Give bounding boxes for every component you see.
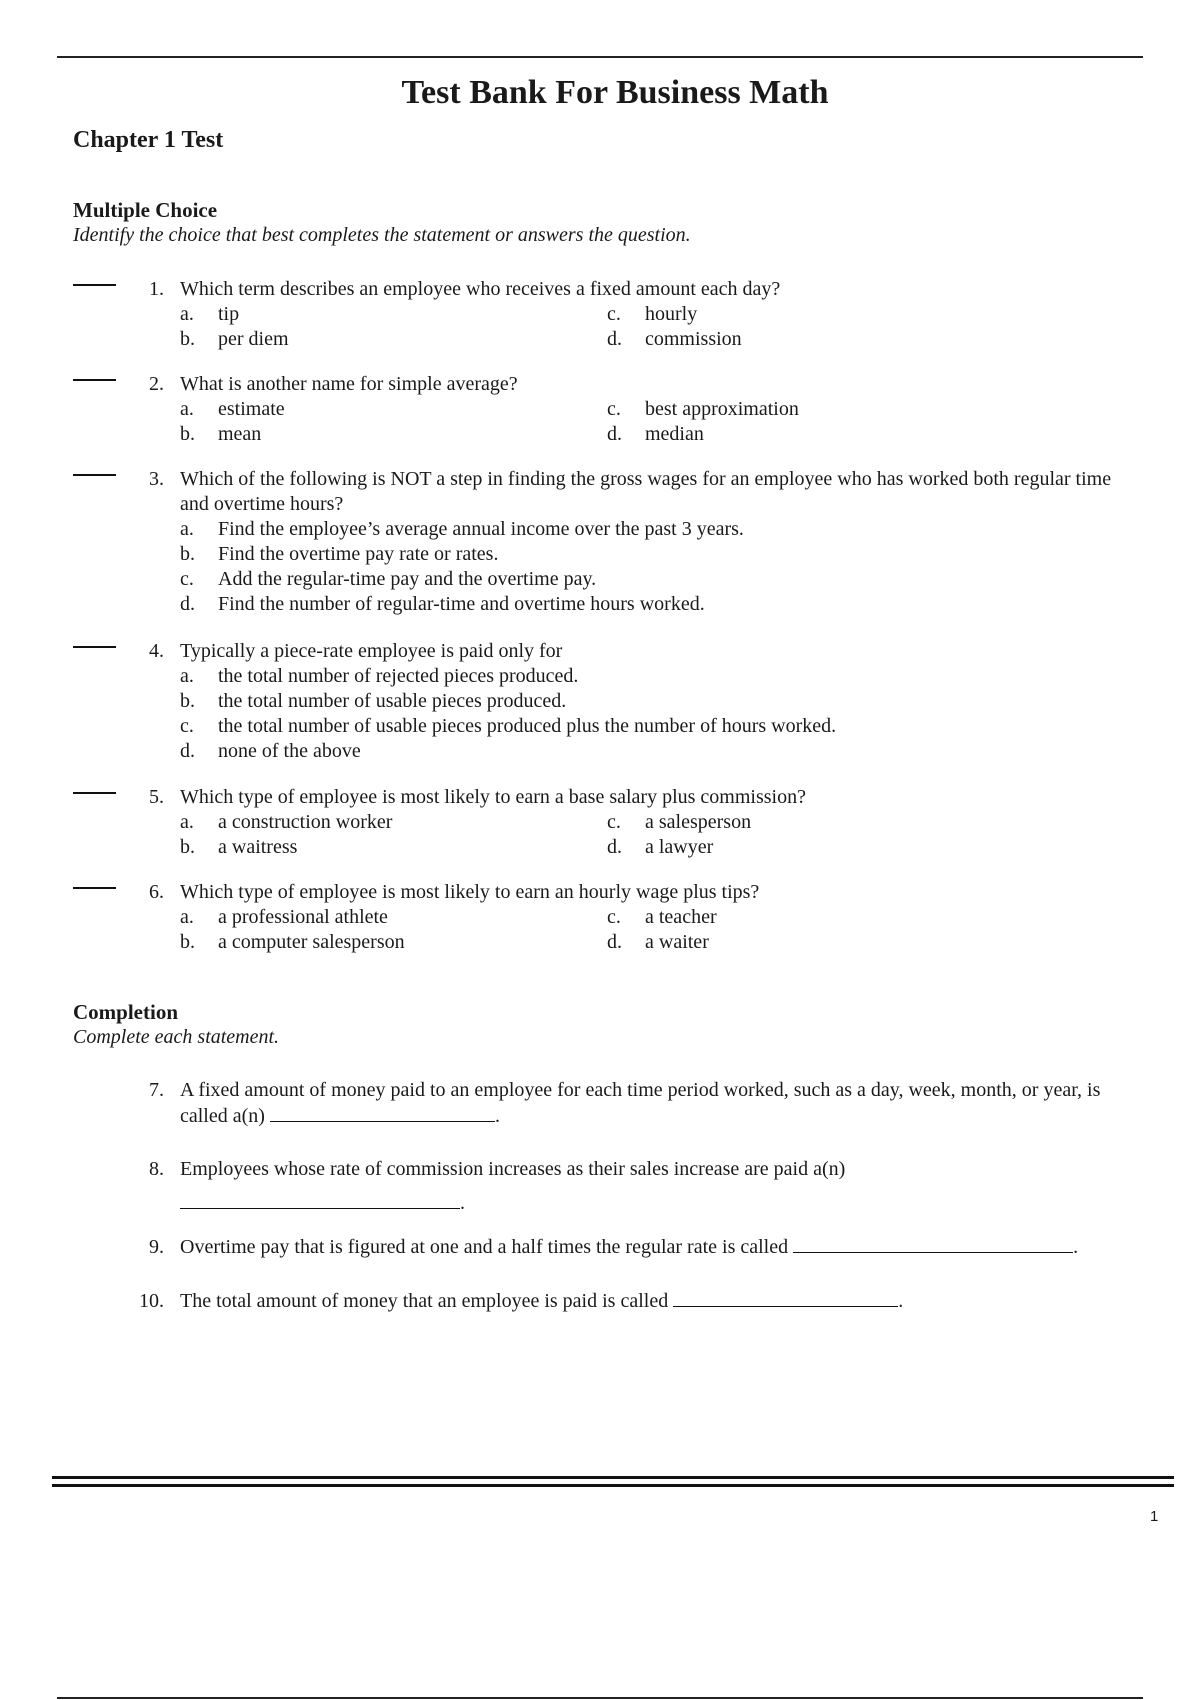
- question-text: What is another name for simple average?: [180, 373, 518, 395]
- question-text: The total amount of money that an employee is paid is called: [180, 1290, 669, 1312]
- question-number: 3.: [149, 468, 164, 490]
- answer-blank[interactable]: [73, 474, 116, 476]
- option-a: a. estimate: [180, 398, 285, 420]
- question-number: 4.: [149, 640, 164, 662]
- chapter-heading: Chapter 1 Test: [73, 127, 224, 153]
- option-d: d. a lawyer: [607, 836, 714, 858]
- option-c: c. a teacher: [607, 906, 717, 928]
- option-a: a. the total number of rejected pieces produced.: [180, 665, 579, 687]
- question-number: 6.: [149, 881, 164, 903]
- option-b: b. Find the overtime pay rate or rates.: [180, 543, 499, 565]
- fill-in-blank[interactable]: [270, 1103, 495, 1122]
- option-b: b. a waitress: [180, 836, 298, 858]
- question-text: Which type of employee is most likely to earn an hourly wage plus tips?: [180, 881, 760, 903]
- option-c: c. hourly: [607, 303, 698, 325]
- option-c: c. Add the regular-time pay and the overtime pay.: [180, 568, 597, 590]
- option-c: c. best approximation: [607, 398, 799, 420]
- option-c: c. the total number of usable pieces produced plus the number of hours worked.: [180, 715, 837, 737]
- question-text: Typically a piece-rate employee is paid only for: [180, 640, 563, 662]
- answer-blank[interactable]: [73, 646, 116, 648]
- option-a: a. tip: [180, 303, 240, 325]
- question-number: 9.: [149, 1236, 164, 1258]
- page-number: 1: [1150, 1508, 1159, 1525]
- option-b: b. per diem: [180, 328, 289, 350]
- section-heading-multiple-choice: Multiple Choice: [73, 198, 218, 222]
- fill-in-blank[interactable]: [793, 1234, 1073, 1253]
- top-rule: [57, 56, 1143, 58]
- option-b: b. a computer salesperson: [180, 931, 405, 953]
- fill-in-blank[interactable]: [180, 1190, 460, 1209]
- bottom-rule: [57, 1697, 1143, 1699]
- question-number: 8.: [149, 1158, 164, 1180]
- question-text: Which term describes an employee who receives a fixed amount each day?: [180, 278, 781, 300]
- section-instructions-completion: Complete each statement.: [73, 1026, 280, 1048]
- question-number: 1.: [149, 278, 164, 300]
- question-number: 10.: [139, 1290, 164, 1312]
- option-a: a. a construction worker: [180, 811, 393, 833]
- option-d: d. median: [607, 423, 704, 445]
- answer-blank[interactable]: [73, 284, 116, 286]
- question-text: Employees whose rate of commission increases as their sales increase are paid a(n): [180, 1158, 846, 1180]
- option-d: d. none of the above: [180, 740, 361, 762]
- question-number: 7.: [149, 1079, 164, 1101]
- section-instructions-multiple-choice: Identify the choice that best completes the statement or answers the question.: [73, 224, 691, 246]
- answer-blank[interactable]: [73, 887, 116, 889]
- fill-in-blank[interactable]: [673, 1288, 898, 1307]
- answer-blank[interactable]: [73, 792, 116, 794]
- document-title: Test Bank For Business Math: [401, 74, 829, 111]
- question-number: 5.: [149, 786, 164, 808]
- option-b: b. the total number of usable pieces produced.: [180, 690, 567, 712]
- option-d: d. commission: [607, 328, 742, 350]
- question-number: 2.: [149, 373, 164, 395]
- option-d: d. a waiter: [607, 931, 709, 953]
- section-heading-completion: Completion: [73, 1000, 178, 1024]
- question-text: Which of the following is NOT a step in finding the gross wages for an employee who has worked both regular time and overtime hours?: [180, 468, 1112, 515]
- question-text: Which type of employee is most likely to earn a base salary plus commission?: [180, 786, 806, 808]
- option-c: c. a salesperson: [607, 811, 752, 833]
- option-d: d. Find the number of regular-time and overtime hours worked.: [180, 593, 705, 615]
- question-text: Overtime pay that is figured at one and a half times the regular rate is called: [180, 1236, 789, 1258]
- option-a: a. Find the employee’s average annual income over the past 3 years.: [180, 518, 744, 540]
- answer-blank[interactable]: [73, 379, 116, 381]
- question-text: A fixed amount of money paid to an employee for each time period worked, such as a day, week, month, or year, is called a(n): [180, 1079, 1101, 1127]
- option-a: a. a professional athlete: [180, 906, 388, 928]
- footer-double-rule: [52, 1476, 1174, 1487]
- option-b: b. mean: [180, 423, 262, 445]
